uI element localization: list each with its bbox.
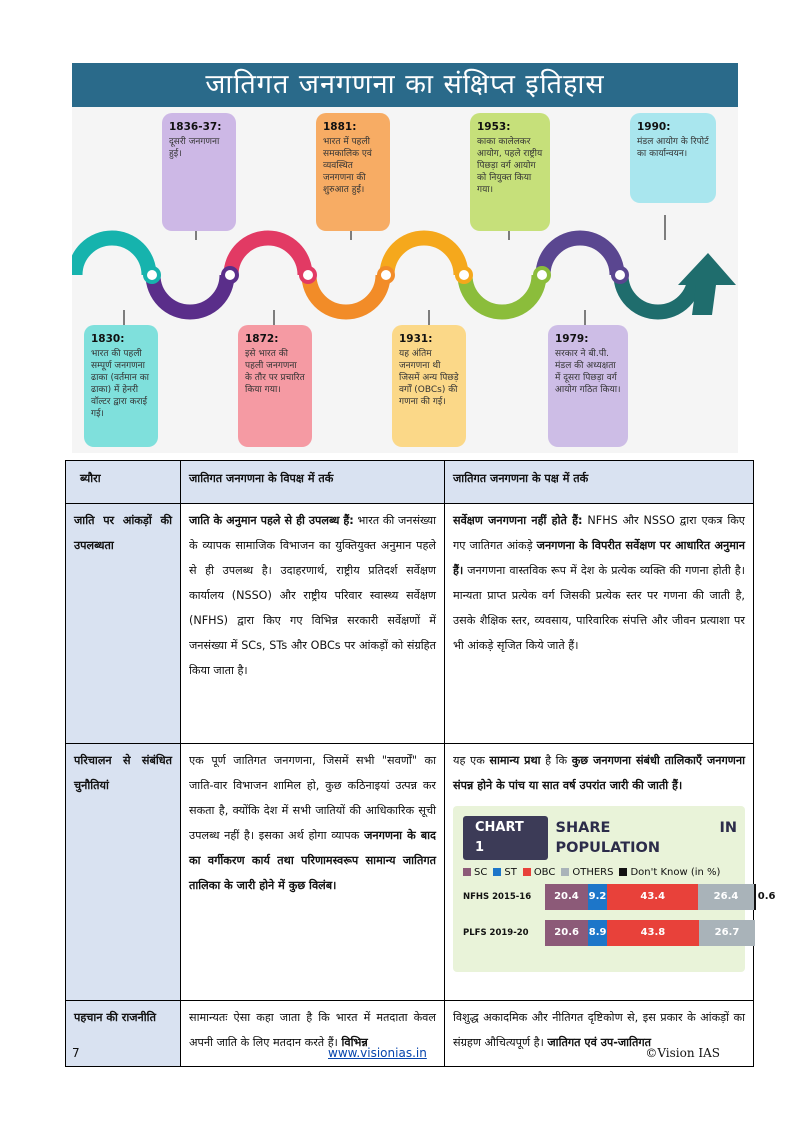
- timeline-wave-segment: [153, 275, 227, 312]
- stacked-bar: [545, 884, 776, 910]
- bar-segment-st: [588, 920, 607, 946]
- event-description: मंडल आयोग के रिपोर्ट का कार्यान्वयन।: [637, 137, 709, 159]
- chart-legend: [463, 866, 737, 880]
- timeline-event-card: [162, 113, 236, 231]
- timeline-wave-segment: [387, 238, 461, 275]
- legend-label: OBC: [533, 867, 556, 878]
- argument-for: [445, 504, 754, 744]
- timeline-joint-center: [147, 270, 157, 280]
- timeline-wave-segment: [231, 238, 305, 275]
- timeline-event-card: [84, 325, 158, 447]
- argument-text: भारत की जनसंख्या के व्यापक सामाजिक विभाजन का युक्तियुक्त अनुमान पहले से ही उपलब्ध है। उदाहरणार्थ, राष्ट्रीय प्रतिदर्श सर्वेक्षण कार्यालय (NSSO) और राष्ट्रीय परिवार स्वास्थ्य सर्वेक्षण (NFHS) द्वारा किए गए विभिन्न सरकारी सर्वेक्षणों में जनसंख्या में SCs, STs और OBCs पर आंकड़ों को संग्रहित किया जाता है।: [189, 514, 436, 677]
- category-label: PLFS 2019-20: [463, 928, 529, 938]
- argument-text: जनगणना वास्तविक रूप में देश के प्रत्येक व्यक्ति की गणना होती है। मान्यता प्राप्त प्रत्येक वर्ग जिसकी प्रत्येक स्तर पर गणना की जाती है, उसके शैक्षिक स्तर, व्यवसाय, पारिवारिक संपत्ति और जीवन प्रत्याशा पर भी आंकड़े सृजित किये जाते हैं।: [453, 564, 745, 652]
- bar-value-label: 26.4: [713, 891, 739, 902]
- page-number: 7: [72, 1046, 80, 1060]
- timeline-joint-center: [459, 270, 469, 280]
- event-description: इसे भारत की पहली जनगणना के तौर पर प्रचारित किया गया।: [245, 349, 305, 395]
- timeline-event-card: [470, 113, 550, 231]
- website-link[interactable]: www.visionias.in: [328, 1046, 427, 1060]
- event-description: भारत की पहली सम्पूर्ण जनगणना ढाका (वर्तमान का ढाका) में हेनरी वॉल्टर द्वारा कराई गई।: [91, 349, 149, 419]
- event-description: सरकार ने बी.पी. मंडल की अध्यक्षता में दूसरा पिछड़ा वर्ग आयोग गठित किया।: [555, 349, 621, 395]
- chart-bar-row: [463, 920, 740, 946]
- timeline-wave-segment: [75, 238, 149, 275]
- legend-item: [619, 867, 720, 878]
- event-year: 1836-37:: [169, 121, 222, 133]
- infographic-title: जातिगत जनगणना का संक्षिप्त इतिहास: [72, 63, 738, 107]
- timeline-joint-center: [303, 270, 313, 280]
- legend-item: [561, 867, 613, 878]
- timeline-wave-segment: [543, 238, 617, 275]
- bar-value-label: 43.4: [640, 891, 666, 902]
- chart-label: CHART 1: [463, 816, 548, 860]
- bar-value-label: 9.2: [588, 891, 607, 902]
- argument-text: NFHS और NSSO द्वारा एकत्र किए गए जातिगत आंकड़े: [453, 514, 745, 552]
- legend-item: [493, 867, 516, 878]
- argument-text: सामान्यतः ऐसा कहा जाता है कि भारत में मतदाता केवल अपनी जाति के लिए मतदान करते हैं।: [189, 1011, 436, 1049]
- bar-value-label: 8.9: [588, 927, 607, 938]
- argument-against: [181, 504, 445, 744]
- chart-header: [463, 816, 737, 860]
- argument-text: यह एक: [453, 754, 490, 767]
- legend-swatch: [619, 868, 627, 876]
- argument-against: [181, 744, 445, 1001]
- legend-swatch: [523, 868, 531, 876]
- event-year: 1872:: [245, 333, 279, 345]
- header-for: जातिगत जनगणना के पक्ष में तर्क: [445, 461, 754, 504]
- argument-emphasis: सामान्य प्रथा: [489, 754, 541, 767]
- bar-segment-obc: [607, 920, 699, 946]
- legend-label: OTHERS: [572, 867, 614, 878]
- legend-label: SC: [474, 867, 488, 878]
- timeline-wave-segment: [465, 275, 539, 312]
- argument-emphasis: जनगणना के विपरीत सर्वेक्षण पर आधारित अनुमान हैं।: [453, 539, 745, 577]
- bar-segment-st: [588, 884, 607, 910]
- argument-text: एक पूर्ण जातिगत जनगणना, जिसमें सभी "सवर्णों" का जाति-वार विभाजन शामिल हो, कुछ कठिनाइयां उत्पन्न कर सकता है, क्योंकि देश में सभी जातियों की आधिकारिक सूची उपलब्ध नहीं है। इसका अर्थ होगा व्यापक: [189, 754, 436, 842]
- legend-item: [463, 867, 487, 878]
- event-description: काका कालेलकर आयोग, पहले राष्ट्रीय पिछड़ा वर्ग आयोग को नियुक्त किया गया।: [477, 137, 543, 195]
- header-topic: ब्यौरा: [66, 461, 181, 504]
- legend-swatch: [493, 868, 501, 876]
- argument-emphasis: कुछ जनगणना संबंधी तालिकाएँ जनगणना संपन्न होने के पांच या सात वर्ष उपरांत जारी की जाती हैं।: [453, 754, 745, 792]
- stacked-bar: [545, 920, 755, 946]
- argument-emphasis: जनगणना के बाद का वर्गीकरण कार्य तथा परिणामस्वरूप सामान्य जातिगत तालिका के जारी होने में कुछ विलंब।: [189, 829, 436, 892]
- bar-segment-others: [699, 920, 755, 946]
- timeline-infographic: [72, 63, 738, 453]
- timeline-joint-center: [225, 270, 235, 280]
- chart-bar-row: [463, 884, 776, 910]
- table-header-row: [66, 461, 754, 504]
- legend-label: ST: [504, 867, 517, 878]
- bar-segment-sc: [545, 920, 588, 946]
- bar-value-label: 0.6: [757, 891, 776, 902]
- bar-segment-others: [698, 884, 753, 910]
- copyright-notice: ©Vision IAS: [645, 1046, 720, 1060]
- bar-segment-obc: [607, 884, 698, 910]
- legend-swatch: [561, 868, 569, 876]
- argument-heading: जाति के अनुमान पहले से ही उपलब्ध हैं:: [189, 514, 354, 527]
- timeline-joint-center: [537, 270, 547, 280]
- event-year: 1931:: [399, 333, 433, 345]
- argument-text: विशुद्ध अकादमिक और नीतिगत दृष्टिकोण से, इस प्रकार के आंकड़ों का संग्रहण औचित्यपूर्ण है।: [453, 1011, 745, 1049]
- legend-label: Don't Know (in %): [630, 867, 721, 878]
- timeline-wave-segment: [309, 275, 383, 312]
- timeline-joint-center: [381, 270, 391, 280]
- event-year: 1953:: [477, 121, 511, 133]
- legend-swatch: [463, 868, 471, 876]
- table-row: [66, 504, 754, 744]
- argument-emphasis: विभिन्न: [341, 1036, 368, 1049]
- row-topic: पहचान की राजनीति: [66, 1001, 181, 1067]
- legend-item: [523, 867, 556, 878]
- category-label: NFHS 2015-16: [463, 892, 532, 902]
- bar-value-label: 43.8: [640, 927, 666, 938]
- timeline-event-card: [630, 113, 716, 203]
- argument-paragraph: [453, 748, 745, 798]
- argument-emphasis: जातिगत एवं उप-जातिगत: [547, 1036, 651, 1049]
- argument-for: [445, 744, 776, 1001]
- population-share-chart: [453, 806, 776, 972]
- bar-value-label: 26.7: [714, 927, 740, 938]
- argument-text: है कि: [540, 754, 572, 767]
- event-year: 1830:: [91, 333, 125, 345]
- bar-value-label: 20.6: [554, 927, 579, 938]
- event-description: दूसरी जनगणना हुई।: [169, 137, 220, 159]
- timeline-event-card: [392, 325, 466, 447]
- argument-heading: सर्वेक्षण जनगणना नहीं होते हैं:: [453, 514, 583, 527]
- row-topic: परिचालन से संबंधित चुनौतियां: [66, 744, 181, 1001]
- timeline-event-card: [548, 325, 628, 447]
- event-year: 1881:: [323, 121, 357, 133]
- event-year: 1990:: [637, 121, 671, 133]
- bar-value-label: 20.4: [554, 891, 579, 902]
- chart-title: SHARE IN POPULATION: [555, 820, 737, 856]
- table-row: [66, 744, 754, 1001]
- timeline-event-card: [316, 113, 390, 231]
- timeline-event-card: [238, 325, 312, 447]
- timeline-joint-center: [615, 270, 625, 280]
- event-description: यह अंतिम जनगणना थी जिसमें अन्य पिछड़े वर्गों (OBCs) की गणना की गई।: [399, 349, 459, 407]
- event-year: 1979:: [555, 333, 589, 345]
- header-against: जातिगत जनगणना के विपक्ष में तर्क: [181, 461, 445, 504]
- row-topic: जाति पर आंकड़ों की उपलब्धता: [66, 504, 181, 744]
- comparison-table: [65, 460, 776, 1067]
- event-description: भारत में पहली समकालिक एवं व्यवस्थित जनगणना की शुरुआत हुई।: [323, 137, 372, 195]
- bar-segment-don-t-know: [754, 884, 776, 910]
- bar-segment-sc: [545, 884, 588, 910]
